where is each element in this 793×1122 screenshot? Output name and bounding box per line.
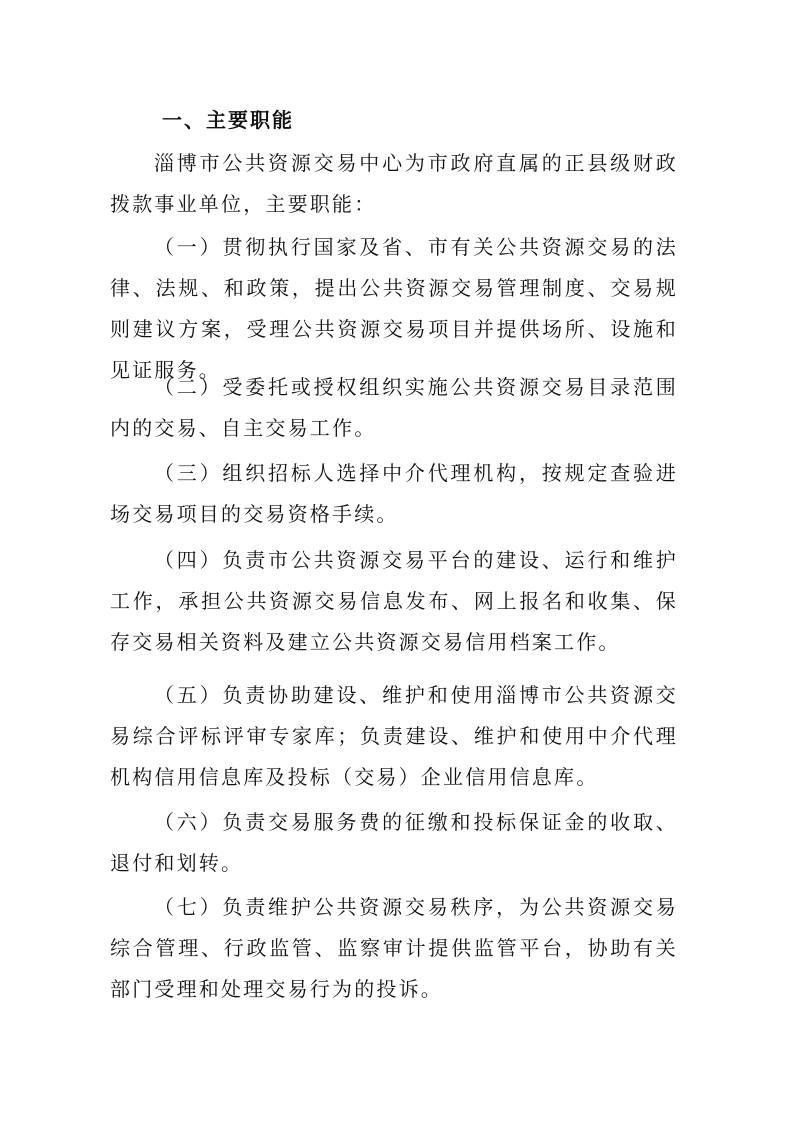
intro-paragraph: 淄博市公共资源交易中心为市政府直属的正县级财政拨款事业单位，主要职能： <box>110 151 678 216</box>
function-item-1: （一）贯彻执行国家及省、市有关公共资源交易的法律、法规、和政策，提出公共资源交易管理制度、交易规则建议方案，受理公共资源交易项目并提供场所、设施和见证服务。 <box>110 235 678 382</box>
function-item-6: （六）负责交易服务费的征缴和投标保证金的收取、退付和划转。 <box>110 810 678 875</box>
function-item-5: （五）负责协助建设、维护和使用淄博市公共资源交易综合评标评审专家库；负责建设、维护和使用中介代理机构信用信息库及投标（交易）企业信用信息库。 <box>110 683 678 789</box>
function-item-7: （七）负责维护公共资源交易秩序，为公共资源交易综合管理、行政监管、监察审计提供监管平台，协助有关部门受理和处理交易行为的投诉。 <box>110 895 678 1001</box>
function-item-2: （二）受委托或授权组织实施公共资源交易目录范围内的交易、自主交易工作。 <box>110 375 678 440</box>
function-item-3: （三）组织招标人选择中介代理机构，按规定查验进场交易项目的交易资格手续。 <box>110 461 678 526</box>
function-item-4: （四）负责市公共资源交易平台的建设、运行和维护工作，承担公共资源交易信息发布、网上报名和收集、保存交易相关资料及建立公共资源交易信用档案工作。 <box>110 548 678 654</box>
section-heading: 一、主要职能 <box>162 108 294 132</box>
